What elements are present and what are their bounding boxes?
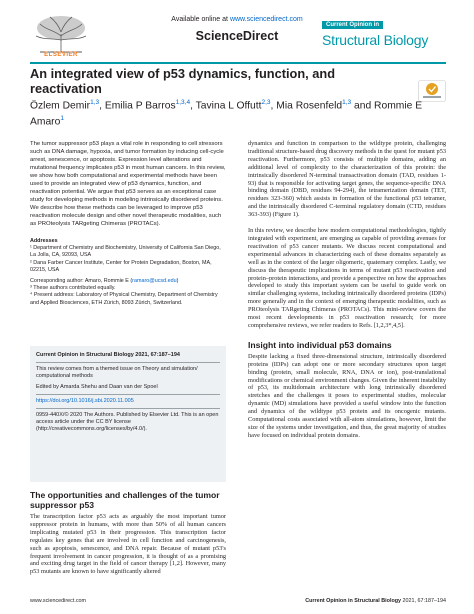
address-1: ¹ Department of Chemistry and Biochemistry, University of California San Diego, La Jolla, CA, 92093, USA	[30, 245, 221, 259]
addresses-heading: Addresses	[30, 238, 58, 244]
body-paragraph-3: Despite lacking a fixed three-dimensional structure, intrinsically disordered proteins (IDPs) can adopt one or more secondary structures upon target binding (protein, small molecule, RNA, DNA or ion), post-translational modifications or chemical environment changes. Given the inherent instability of p53, its multidomain architecture with long intrinsically disordered stretches and the challenges it poses to experimental studies, molecular dynamic (MD) simulations have provided a useful window into the function and dynamics of the wildtype p53 protein and its oncogenic mutants. Computational costs associated with all-atom simulations, however, limit the size of the systems under investigation, and thus, the great majority of studies have focused on individual protein domains.	[248, 352, 446, 439]
available-prefix: Available online at	[171, 16, 230, 23]
author-affiliation-marker[interactable]: 1,3,4	[175, 99, 191, 106]
author-name[interactable]: Rommie E Amaro	[30, 100, 423, 128]
author-separator: ,	[99, 100, 105, 112]
info-divider	[36, 408, 220, 409]
author-name[interactable]: Tavina L Offutt	[195, 100, 262, 112]
author-name[interactable]: Emilia P Barros	[104, 100, 176, 112]
affiliations	[30, 238, 226, 307]
info-journal-line: Current Opinion in Structural Biology 2021, 67:187–194	[36, 352, 180, 358]
header-divider	[30, 62, 446, 64]
address-2: ² Dana Farber Cancer Institute, Center for Protein Degradation, Boston, MA, 02215, USA	[30, 259, 212, 273]
body-paragraph-2: In this review, we describe how modern computational methodologies, tightly integrated with experiment, are emerging as capable of providing avenues for reactivation of p53 cancer mutants. We discuss recent computational and experimental advances in characterizing each of these domains separately as well as in the context of the larger oligomeric, quaternary complex. Lastly, we discuss the therapeutic implications in terms of mutant p53 reactivation and protein–protein interactions, and provide a perspective on how the approaches developed to study this important system can be useful to guide work on similar challenging systems, including intrinsically disordered proteins (IDPs) more generally and in the context of emerging therapeutic modalities, such as PROteolysis TARgeting Chimeras (PROTACs). This mini-review covers the most recent developments in p53 reactivation research; for more comprehensive reviews, we refer readers to Refs. [1,2,3*,4,5].	[248, 227, 446, 329]
author-list	[30, 96, 430, 129]
page-footer	[30, 598, 446, 606]
journal-name: Structural Biology	[322, 32, 429, 48]
section-heading: The opportunities and challenges of the tumor suppressor p53	[30, 490, 220, 510]
section-body: The transcription factor p53 acts as arguably the most important tumor suppressor protein in humans, with more than 50% of all human cancers implicating mutated p53 in their progression. This transcription factor regulates key genes that are involved in cell function and carcinogenesis, such as apoptosis, senescence, and DNA repair. Because of mutant p53's frequent involvement in cancer progression, it is thought of as a promising and exciting drug target in the field of cancer therapy [1,2]. However, many p53 mutants are known to have significantly altered	[30, 513, 226, 576]
info-divider	[36, 362, 220, 363]
footer-citation	[305, 598, 446, 604]
sciencedirect-link[interactable]: www.sciencedirect.com	[229, 16, 303, 23]
section-opportunities	[30, 490, 226, 576]
info-edited-by: Edited by Amarda Shehu and Daan van der Spoel	[36, 383, 158, 390]
corresponding-suffix: )	[176, 278, 179, 285]
sciencedirect-brand: ScienceDirect	[195, 29, 279, 43]
note-present-address: ⁴ Present address: Laboratory of Physical Chemistry, Department of Chemistry and Applied Biosciences, ETH Zürich, 8093 Zürich, Switzerland.	[30, 292, 218, 306]
body-paragraph-1: dynamics and function in comparison to the wildtype protein, challenging traditional structure-based drug discovery methods in the quest for mutant p53 reactivation. Furthermore, p53 consists of multiple domains, adding an additional level of complexity to the characterization of this protein: the intrinsically disordered N-terminal transactivation domain (TAD, residues 1-93) that is responsible for activating target genes, the sequence-specific DNA binding domain (DBD, residues 94-294), the tetramerization domain (TET, residues 323-360) which assists in formation of the functional p53 tetramer, and the intrinsically disordered C-terminal regulatory domain (CTD, residues 363-393) (Figure 1).	[248, 140, 446, 219]
author-affiliation-marker[interactable]: 1,3	[90, 99, 100, 106]
author-name[interactable]: Mia Rosenfeld	[276, 100, 343, 112]
article-title: An integrated view of p53 dynamics, function, and reactivation	[30, 66, 336, 96]
left-column	[30, 140, 226, 307]
info-license: 0959-440X/© 2020 The Authors. Published by Elsevier Ltd. This is an open access article under the CC BY license (http://creativecommons.org/licenses/by/4.0/).	[36, 412, 219, 433]
article-info-box	[30, 346, 226, 482]
info-theme: This review comes from a themed issue on Theory and simulation/ computational methods	[36, 366, 198, 380]
author-name[interactable]: Özlem Demir	[30, 100, 91, 112]
doi-link[interactable]: https://doi.org/10.1016/j.sbi.2020.11.005	[36, 397, 134, 404]
right-column	[248, 140, 446, 440]
author-separator: and	[351, 100, 375, 112]
corresponding-prefix: Corresponding author: Amaro, Rommie E (	[30, 278, 133, 285]
section-heading-domains: Insight into individual p53 domains	[248, 339, 392, 350]
footer-volume: 2021, 67:187–194	[401, 598, 446, 604]
author-affiliation-marker[interactable]: 1,3	[342, 99, 352, 106]
author-affiliation-marker[interactable]: 1	[60, 115, 64, 123]
info-divider	[36, 394, 220, 395]
corresponding-author	[30, 278, 226, 285]
author-separator: ,	[270, 100, 277, 112]
author-affiliation-marker[interactable]: 2,3	[261, 99, 271, 106]
journal-tag: Current Opinion in	[322, 21, 383, 29]
note-equal-contribution: ³ These authors contributed equally.	[30, 285, 116, 292]
footer-site[interactable]: www.sciencedirect.com	[30, 598, 87, 604]
abstract: The tumor suppressor p53 plays a vital role in responding to cell stressors such as DNA damage, hypoxia, and tumor formation by inducing cell-cycle arrest, senescence, or apoptosis. Expression level alterations and mutational frequency implicates p53 in most human cancers. In this review, we show how both computational and experimental methods have been used to provide an integrated view of p53 dynamics, function, and reactivation potential. We argue that p53 serves as an exceptional case study for developing methods in modeling intrinsically disordered proteins. We describe how these methods can be leveraged to improve p53 reactivation molecule design and other novel therapeutic modalities, such as PROteolysis TARgeting Chimeras (PROTACs).	[30, 141, 226, 227]
corresponding-email-link[interactable]: ramaro@ucsd.edu	[132, 278, 177, 285]
publisher-name: ELSEVIER	[44, 52, 78, 58]
author-separator: ,	[190, 100, 196, 112]
footer-journal: Current Opinion in Structural Biology	[305, 598, 402, 604]
journal-masthead	[322, 13, 446, 53]
